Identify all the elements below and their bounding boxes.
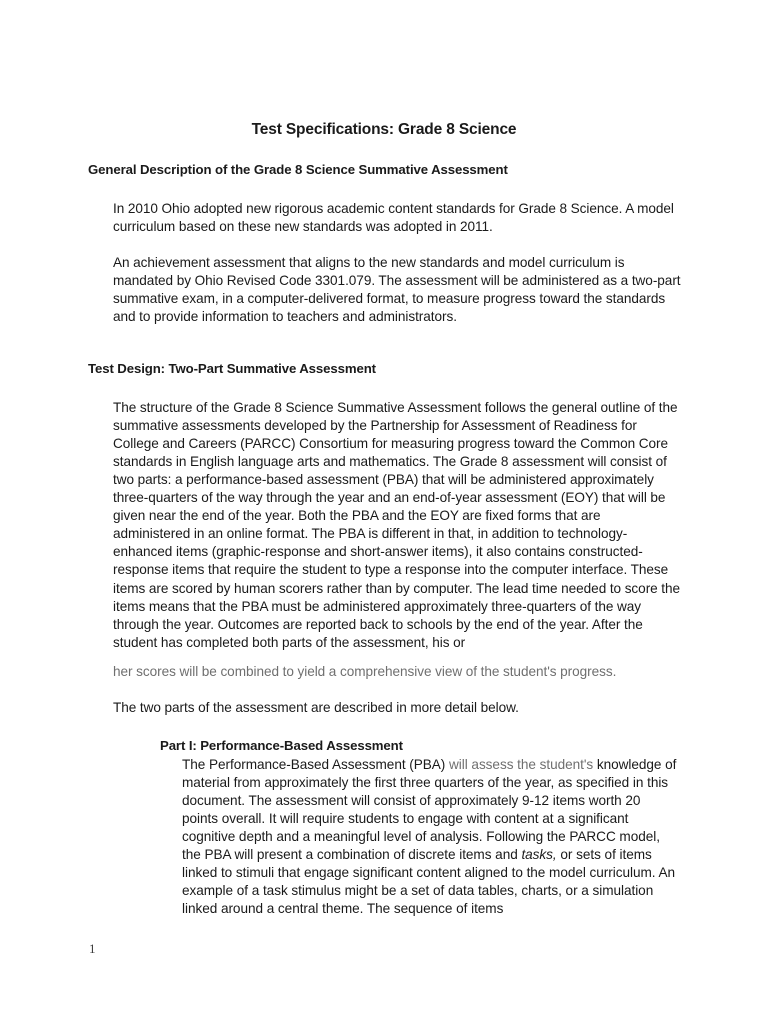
paragraph-test-design-2: The two parts of the assessment are described in more detail below. bbox=[113, 699, 519, 715]
part-one-body-segment-1: The Performance-Based Assessment (PBA) bbox=[182, 756, 446, 772]
part-one-body-segment-2: knowledge of material from approximately the first three quarters of the year, as specified in this document. The assessment will consist of approximately 9-12 items worth 20 points overall. It will require students to engage with content at a significant cognitive depth and a meaningful level of analysis. Following the PARCC model, the PBA will present a combination of discrete items and bbox=[182, 756, 677, 863]
page-number: 1 bbox=[89, 941, 96, 956]
paragraph-general-description-1: In 2010 Ohio adopted new rigorous academic content standards for Grade 8 Science. A model curriculum based on these new standards was adopted in 2011. bbox=[113, 200, 674, 234]
paragraph-test-design-1-continued: her scores will be combined to yield a comprehensive view of the student's progress. bbox=[113, 663, 617, 679]
paragraph-general-description-2: An achievement assessment that aligns to the new standards and model curriculum is mandated by Ohio Revised Code 3301.079. The assessment will be administered as a two-part summative exam, in a computer-delivered format, to measure progress toward the standards and to provide information to teachers and administrators. bbox=[113, 254, 681, 324]
paragraph-part-one-body bbox=[182, 756, 680, 919]
heading-test-design: Test Design: Two-Part Summative Assessment bbox=[88, 360, 376, 376]
page-title: Test Specifications: Grade 8 Science bbox=[251, 121, 517, 139]
paragraph-test-design-1 bbox=[113, 399, 681, 652]
part-one-body-emphasis: tasks, bbox=[521, 847, 557, 863]
heading-part-one: Part I: Performance-Based Assessment bbox=[160, 738, 403, 754]
part-one-body-segment-3: or sets of items linked to stimuli that engage significant content aligned to the model curriculum. An example of a task stimulus might be a set of data tables, charts, or a simulation linked around a central theme. The sequence of items bbox=[182, 847, 675, 917]
heading-general-description: General Description of the Grade 8 Science Summative Assessment bbox=[88, 161, 508, 177]
part-one-body-segment-faded: will assess the student's bbox=[445, 756, 594, 772]
paragraph-test-design-1-text: The structure of the Grade 8 Science Summative Assessment follows the general outline of the summative assessments developed by the Partnership for Assessment of Readiness for College and Careers (PARCC) Consortium for measuring progress toward the Common Core standards in English language arts and mathematics. The Grade 8 assessment will consist of two parts: a performance-based assessment (PBA) that will be administered approximately three-quarters of the way through the year and an end-of-year assessment (EOY) that will be given near the end of the year. Both the PBA and the EOY are fixed forms that are administered in an online format. The PBA is different in that, in addition to technology-enhanced items (graphic-response and short-answer items), it also contains constructed-response items that require the student to type a response into the computer interface. These items are scored by human scorers rather than by computer. The lead time needed to score the items means that the PBA must be administered approximately three-quarters of the way through the year. Outcomes are reported back to schools by the end of the year. After the student has completed both parts of the assessment, his or bbox=[113, 399, 681, 650]
